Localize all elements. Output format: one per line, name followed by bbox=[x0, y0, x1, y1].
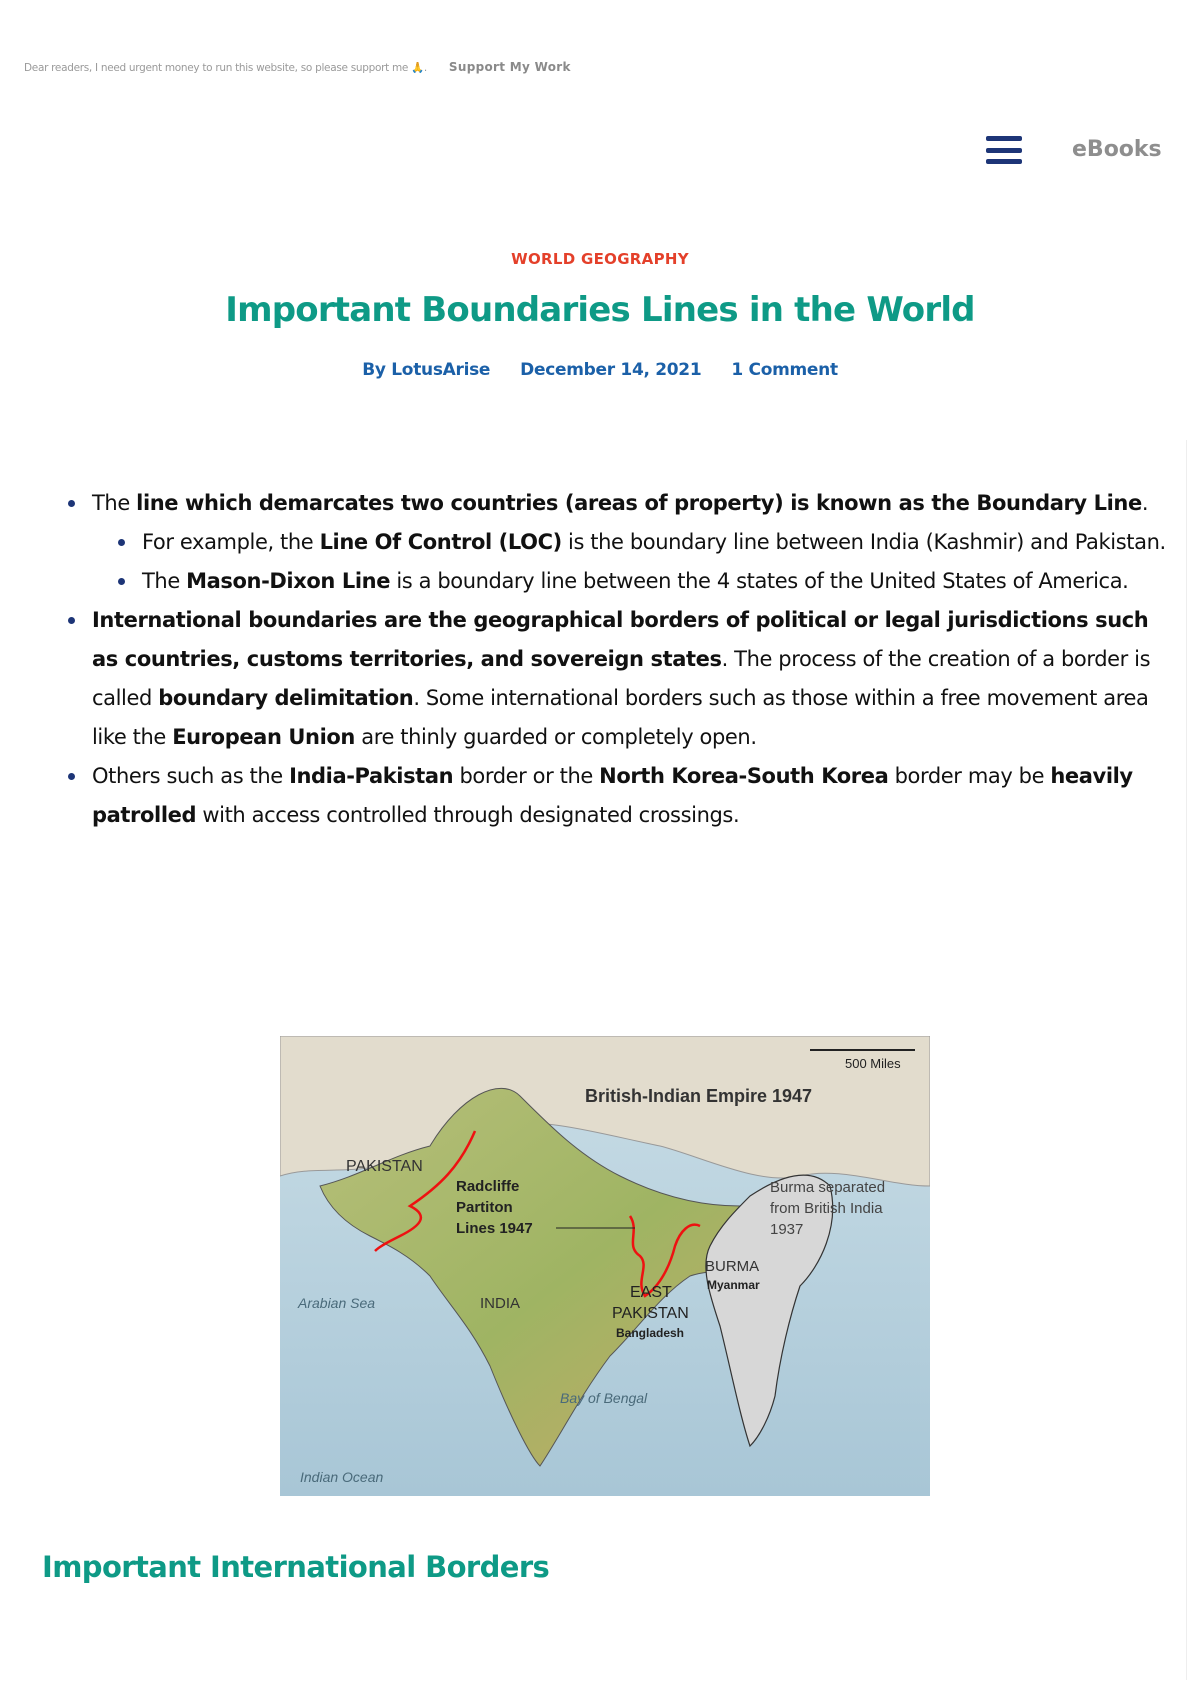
map-label: BURMA bbox=[705, 1258, 760, 1275]
text-run: . Some international borders such as those within a free movement area like the bbox=[92, 686, 1149, 749]
page-edge-divider bbox=[1186, 440, 1187, 1680]
support-banner bbox=[24, 60, 571, 74]
hamburger-menu-icon[interactable] bbox=[986, 136, 1022, 164]
ebooks-nav-link[interactable]: eBooks bbox=[1072, 137, 1162, 162]
text-run: are thinly guarded or completely open. bbox=[354, 725, 757, 749]
map-label: EAST bbox=[630, 1284, 672, 1301]
post-category-link[interactable]: WORLD GEOGRAPHY bbox=[511, 250, 689, 268]
text-run: For example, the bbox=[142, 530, 320, 554]
text-run: with access controlled through designated crossings. bbox=[196, 803, 740, 827]
list-item bbox=[62, 601, 1172, 757]
map-label: Burma separated bbox=[770, 1179, 886, 1196]
map-label: 1937 bbox=[770, 1221, 804, 1238]
bold-text: Line Of Control (LOC) bbox=[319, 530, 562, 554]
map-label: Lines 1947 bbox=[456, 1220, 533, 1237]
map-label: Partiton bbox=[456, 1199, 513, 1216]
bold-text: Mason-Dixon Line bbox=[186, 569, 391, 593]
post-date-link[interactable]: December 14, 2021 bbox=[520, 360, 702, 380]
text-run: The bbox=[142, 569, 187, 593]
list-item bbox=[112, 562, 1172, 601]
list-item bbox=[62, 757, 1172, 835]
post-author-link[interactable]: By LotusArise bbox=[362, 360, 491, 380]
map-label: Radcliffe bbox=[456, 1178, 520, 1195]
text-run: . The process of the creation of a border is called bbox=[92, 647, 1151, 710]
map-label: INDIA bbox=[480, 1295, 521, 1312]
list-item bbox=[62, 484, 1172, 601]
bold-text: boundary delimitation bbox=[158, 686, 414, 710]
bullet-list bbox=[62, 484, 1172, 835]
map-title: British-Indian Empire 1947 bbox=[585, 1086, 813, 1106]
bold-text: European Union bbox=[172, 725, 355, 749]
bold-text: International boundaries are the geographical borders of political or legal jurisdictions such as countries, customs territories, and sovereign states bbox=[92, 608, 1149, 671]
post-title: Important Boundaries Lines in the World bbox=[225, 290, 975, 330]
support-my-work-link[interactable]: Support My Work bbox=[448, 60, 571, 74]
section-heading: Important International Borders bbox=[42, 1550, 550, 1584]
map-label: PAKISTAN bbox=[612, 1305, 689, 1322]
text-run: The bbox=[92, 491, 137, 515]
map-label: PAKISTAN bbox=[346, 1158, 423, 1175]
text-run: is a boundary line between the 4 states of the United States of America. bbox=[390, 569, 1129, 593]
text-run: border may be bbox=[888, 764, 1051, 788]
map-label: 500 Miles bbox=[845, 1056, 901, 1071]
british-india-map-image bbox=[280, 1036, 930, 1496]
post-meta bbox=[0, 360, 1200, 380]
post-content bbox=[62, 484, 1172, 835]
bold-text: India-Pakistan bbox=[289, 764, 454, 788]
text-run: Others such as the bbox=[92, 764, 290, 788]
text-run: . bbox=[1141, 491, 1149, 515]
sub-bullet-list bbox=[112, 523, 1172, 601]
map-label: Indian Ocean bbox=[300, 1469, 384, 1485]
post-comments-link[interactable]: 1 Comment bbox=[731, 360, 838, 380]
map-label: Arabian Sea bbox=[298, 1295, 376, 1311]
text-run: border or the bbox=[453, 764, 600, 788]
text-run: is the boundary line between India (Kashmir) and Pakistan. bbox=[561, 530, 1166, 554]
support-message: Dear readers, I need urgent money to run this website, so please support me 🙏. bbox=[24, 61, 427, 74]
bold-text: North Korea-South Korea bbox=[599, 764, 889, 788]
map-label: Bay of Bengal bbox=[560, 1390, 648, 1406]
list-item bbox=[112, 523, 1172, 562]
map-label: Bangladesh bbox=[616, 1326, 685, 1340]
bold-text: heavily patrolled bbox=[92, 764, 1133, 827]
map-label: from British India bbox=[770, 1200, 883, 1217]
map-label: Myanmar bbox=[707, 1278, 760, 1292]
bold-text: line which demarcates two countries (areas of property) is known as the Boundary Line bbox=[136, 491, 1142, 515]
